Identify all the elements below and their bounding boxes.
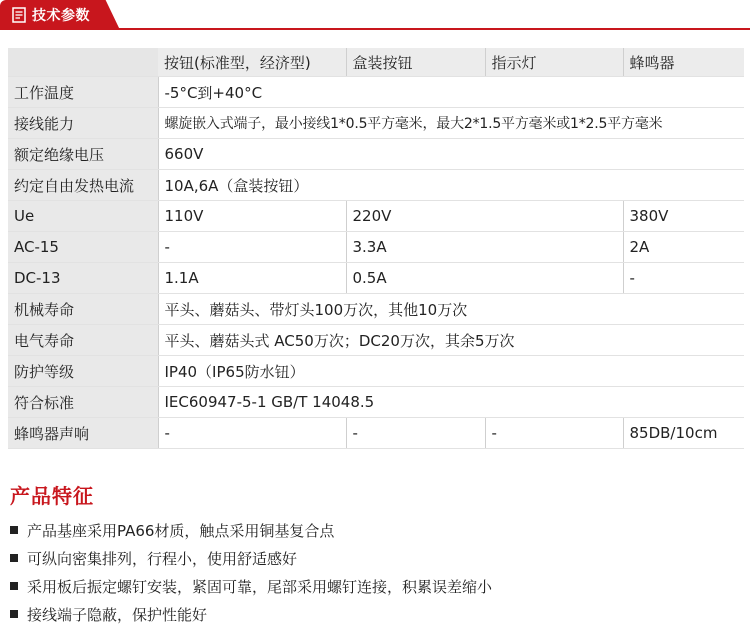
row-value: 10A,6A（盒装按钮） bbox=[158, 170, 744, 201]
row-value: - bbox=[158, 418, 346, 449]
row-label: 工作温度 bbox=[8, 77, 158, 108]
list-item bbox=[10, 600, 492, 628]
row-value: 0.5A bbox=[346, 263, 623, 294]
square-bullet-icon bbox=[10, 526, 18, 534]
features-list bbox=[10, 516, 492, 628]
row-value: -5°C到+40°C bbox=[158, 77, 744, 108]
row-label: 机械寿命 bbox=[8, 294, 158, 325]
list-item bbox=[10, 572, 492, 600]
row-value: - bbox=[623, 263, 744, 294]
table-row bbox=[8, 387, 744, 418]
section-title: 技术参数 bbox=[32, 8, 90, 24]
table-row bbox=[8, 170, 744, 201]
table-row bbox=[8, 263, 744, 294]
table-row bbox=[8, 325, 744, 356]
row-value: 平头、蘑菇头、带灯头100万次，其他10万次 bbox=[158, 294, 744, 325]
square-bullet-icon bbox=[10, 582, 18, 590]
table-row bbox=[8, 77, 744, 108]
row-value: 平头、蘑菇头式 AC50万次；DC20万次，其余5万次 bbox=[158, 325, 744, 356]
row-label: DC-13 bbox=[8, 263, 158, 294]
table-row bbox=[8, 232, 744, 263]
feature-text: 采用板后振定螺钉安装，紧固可靠，尾部采用螺钉连接，积累误差缩小 bbox=[27, 577, 493, 596]
table-row bbox=[8, 294, 744, 325]
row-label: 电气寿命 bbox=[8, 325, 158, 356]
features-title: 产品特征 bbox=[10, 484, 94, 508]
row-value: 220V bbox=[346, 201, 623, 232]
document-icon bbox=[12, 7, 26, 23]
row-value: 85DB/10cm bbox=[623, 418, 744, 449]
row-value: - bbox=[346, 418, 485, 449]
row-value: 2A bbox=[623, 232, 744, 263]
row-label: Ue bbox=[8, 201, 158, 232]
row-label: 接线能力 bbox=[8, 108, 158, 139]
row-label: 符合标准 bbox=[8, 387, 158, 418]
section-header bbox=[0, 0, 750, 40]
square-bullet-icon bbox=[10, 610, 18, 618]
column-header: 按钮(标准型，经济型) bbox=[158, 48, 346, 77]
feature-text: 可纵向密集排列，行程小，使用舒适感好 bbox=[27, 549, 298, 568]
table-row bbox=[8, 201, 744, 232]
row-label: AC-15 bbox=[8, 232, 158, 263]
row-value: IP40（IP65防水钮） bbox=[158, 356, 744, 387]
list-item bbox=[10, 516, 492, 544]
square-bullet-icon bbox=[10, 554, 18, 562]
list-item bbox=[10, 544, 492, 572]
table-corner-cell bbox=[8, 48, 158, 77]
column-header: 盒装按钮 bbox=[346, 48, 485, 77]
row-label: 防护等级 bbox=[8, 356, 158, 387]
row-value: - bbox=[485, 418, 623, 449]
row-value: 螺旋嵌入式端子，最小接线1*0.5平方毫米，最大2*1.5平方毫米或1*2.5平方毫米 bbox=[158, 108, 744, 139]
table-row bbox=[8, 418, 744, 449]
feature-text: 产品基座采用PA66材质，触点采用铜基复合点 bbox=[27, 521, 335, 540]
row-value: IEC60947-5-1 GB/T 14048.5 bbox=[158, 387, 744, 418]
row-value: 1.1A bbox=[158, 263, 346, 294]
table-row bbox=[8, 356, 744, 387]
row-label: 额定绝缘电压 bbox=[8, 139, 158, 170]
feature-text: 接线端子隐蔽，保护性能好 bbox=[27, 605, 208, 624]
table-row bbox=[8, 139, 744, 170]
row-value: - bbox=[158, 232, 346, 263]
spec-table bbox=[8, 48, 744, 449]
column-header: 蜂鸣器 bbox=[623, 48, 744, 77]
table-row bbox=[8, 108, 744, 139]
row-value: 660V bbox=[158, 139, 744, 170]
row-label: 蜂鸣器声响 bbox=[8, 418, 158, 449]
row-value: 3.3A bbox=[346, 232, 623, 263]
table-header-row bbox=[8, 48, 744, 77]
column-header: 指示灯 bbox=[485, 48, 623, 77]
row-value: 380V bbox=[623, 201, 744, 232]
row-value: 110V bbox=[158, 201, 346, 232]
row-label: 约定自由发热电流 bbox=[8, 170, 158, 201]
